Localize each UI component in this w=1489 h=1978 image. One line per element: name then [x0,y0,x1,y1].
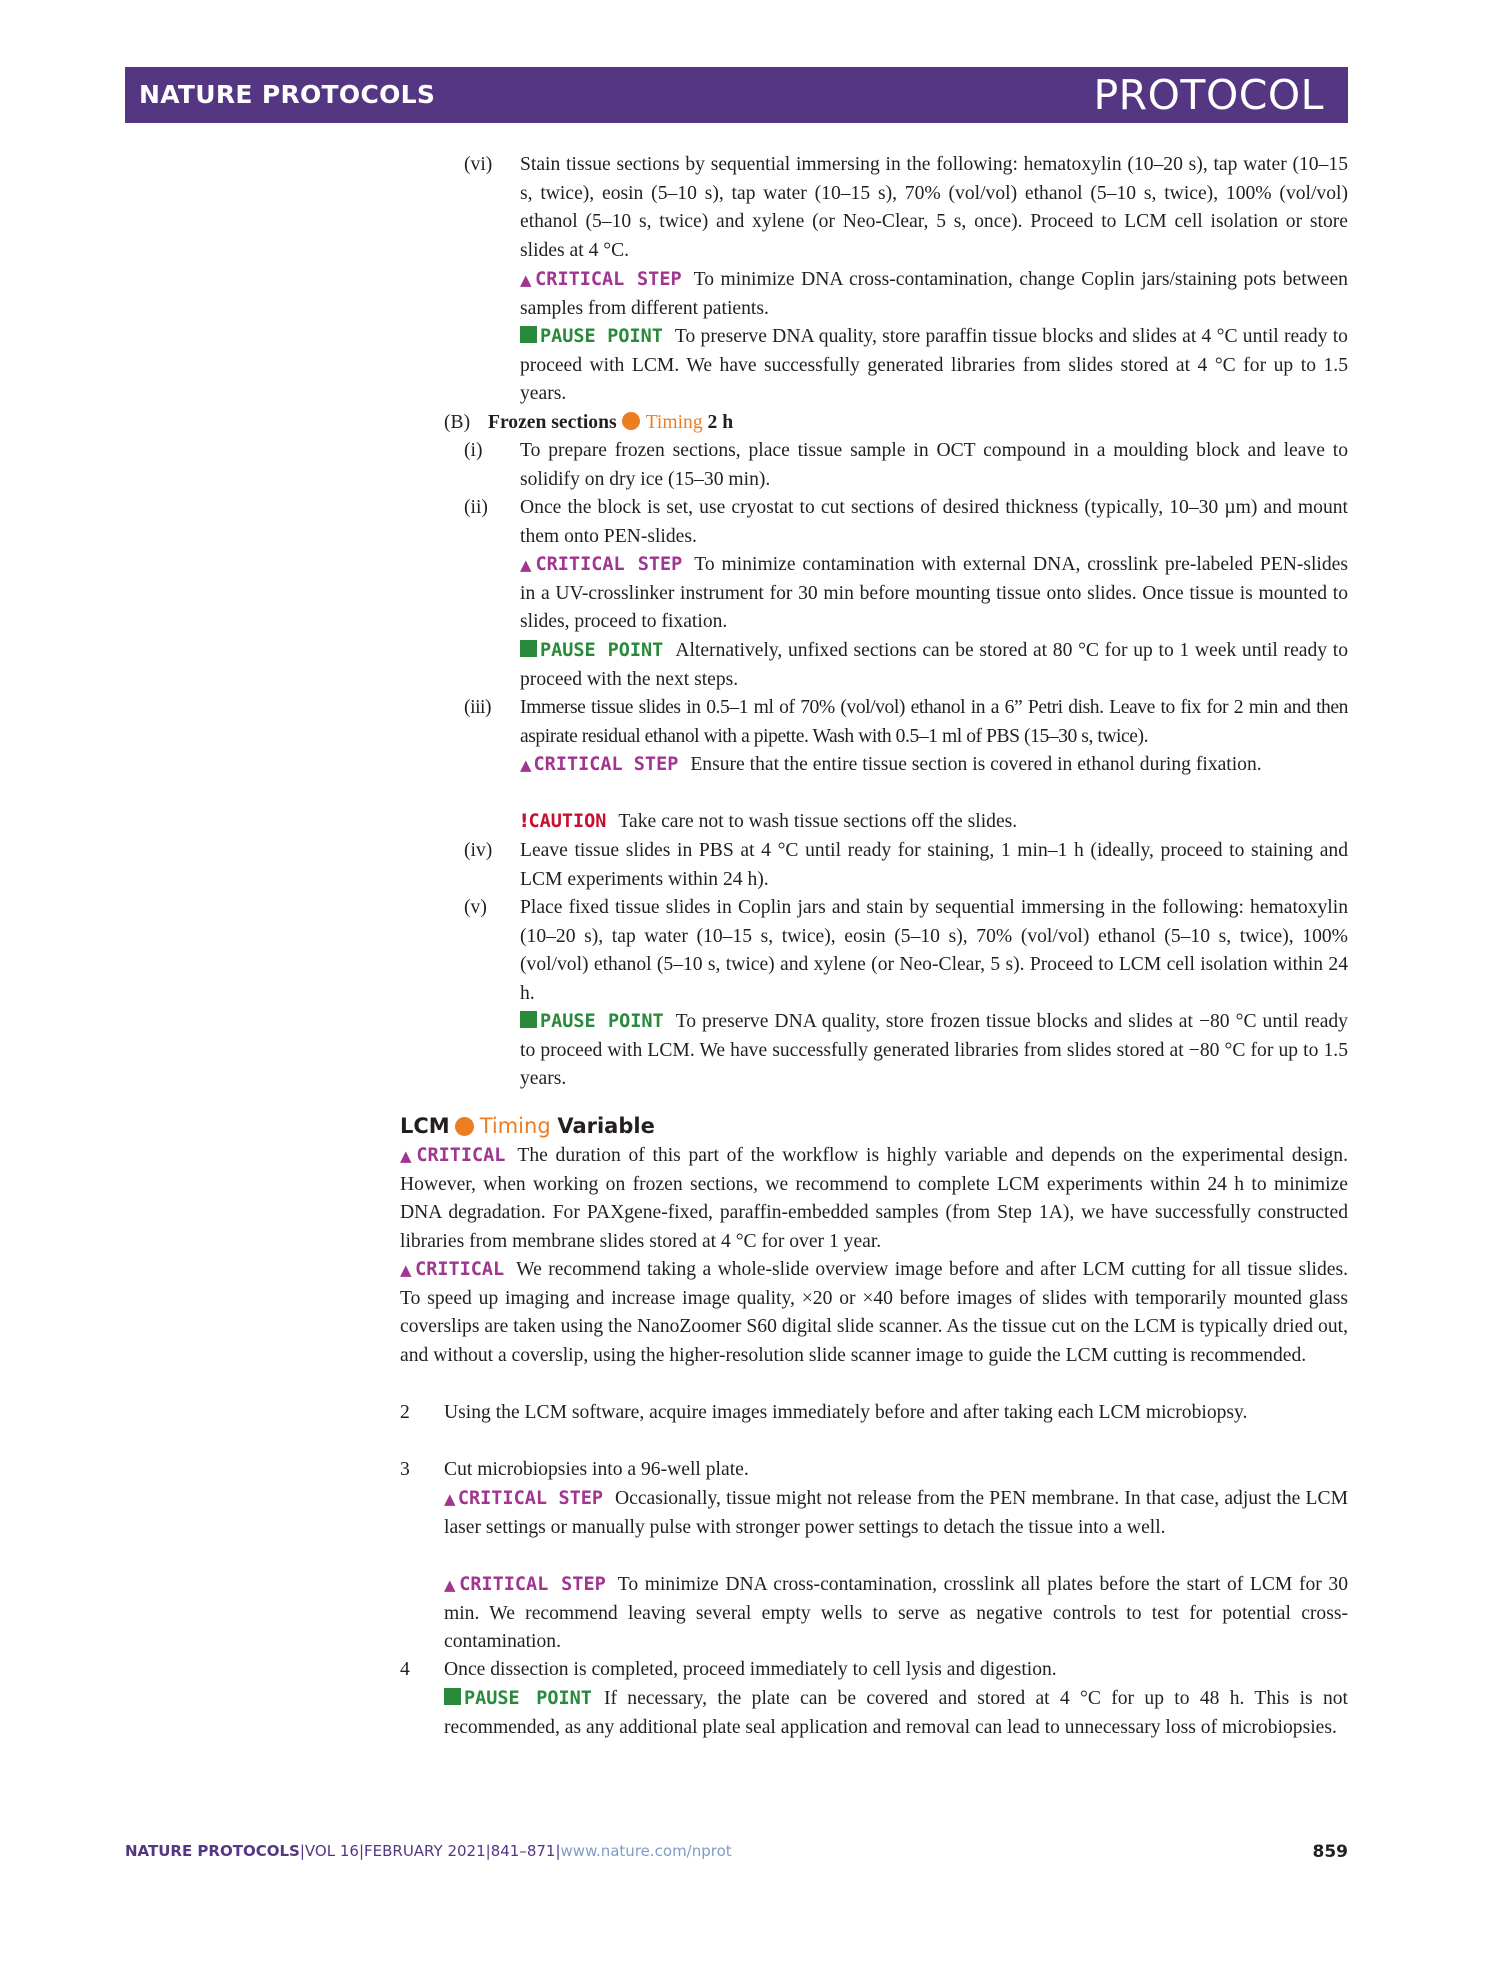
caution-label: !CAUTION [520,811,607,832]
page-footer: NATURE PROTOCOLS|VOL 16|FEBRUARY 2021|841–871|www.nature.com/nprot 859 [125,1842,1348,1862]
footer-url-link[interactable]: www.nature.com/nprot [560,1842,732,1860]
pause-point-note [520,1008,1348,1094]
warning-triangle-icon: ▲ [520,756,532,774]
step-text: Place fixed tissue slides in Coplin jars and stain by sequential immersing in the following: hematoxylin (10–20 s), tap water (10–15 s, twice), eosin (5–10 s), 70% (vol/vol) ethanol (5–10 s, twice), 100% (vol/vol) ethanol (5–10 s, twice) and xylene (or Neo-Clear, 5 s). Proceed to LCM cell isolation within 24 h. [520,897,1348,1004]
pause-square-icon [444,1688,461,1705]
warning-triangle-icon: ▲ [400,1261,414,1279]
step-text: Once the block is set, use cryostat to cut sections of desired thickness (typically, 10–30 µm) and mount them onto PEN-slides. [520,497,1348,547]
step-number: (vi) [464,154,493,175]
page-number: 859 [1312,1842,1348,1862]
step-number: 3 [400,1459,410,1480]
critical-step-note [444,1571,1348,1657]
step-number: (ii) [464,497,488,518]
timing-label: Timing [645,412,703,433]
step-number: (iv) [464,840,493,861]
lcm-critical-note-1 [400,1142,1348,1256]
critical-step-label: ▲ CRITICAL STEP [520,269,682,290]
pause-point-label: PAUSE POINT [520,1011,664,1032]
step-b-ii [464,494,1348,551]
pause-point-note [444,1685,1348,1742]
section-title: Frozen sections [488,412,617,433]
critical-step-text: To minimize DNA cross-contamination, crosslink all plates before the start of LCM for 30 min. We recommend leaving several empty wells to serve as negative controls to test for potential cross-contamination. [444,1574,1348,1653]
footer-pages: 841–871 [490,1842,556,1860]
critical-text: We recommend taking a whole-slide overview image before and after LCM cutting for all tissue slides. To speed up imaging and increase image quality, ×20 or ×40 before images of slides with temporarily mounted glass coverslips are taken using the NanoZoomer S60 digital slide scanner. As the tissue cut on the LCM is typically dried out, and without a coverslip, using the higher-resolution slide scanner image to guide the LCM cutting is recommended. [400,1259,1348,1366]
step-text: Immerse tissue slides in 0.5–1 ml of 70% (vol/vol) ethanol in a 6” Petri dish. Leave to fix for 2 min and then aspirate residual ethanol with a pipette. Wash with 0.5–1 ml of PBS (15–30 s, twice). [520,697,1348,747]
critical-step-label: ▲ CRITICAL STEP [444,1574,606,1595]
pause-point-note [520,323,1348,409]
step-4 [400,1656,1348,1685]
timing-label: Timing [479,1114,551,1138]
pause-square-icon [520,326,537,343]
pause-point-label: PAUSE POINT [520,326,663,347]
journal-name: NATURE PROTOCOLS [139,80,436,109]
timing-value: Variable [557,1114,655,1138]
pause-point-text: To preserve DNA quality, store frozen tissue blocks and slides at −80 °C until ready to proceed with LCM. We have successfully generated libraries from slides stored at −80 °C for up to 1.5 years. [520,1011,1348,1090]
pause-point-text: If necessary, the plate can be covered and stored at 4 °C for up to 48 h. This is not recommended, as any additional plate seal application and removal can lead to unnecessary loss of microbiopsies. [444,1688,1348,1738]
critical-step-label: ▲ CRITICAL STEP [520,554,683,575]
footer-journal: NATURE PROTOCOLS [125,1842,300,1860]
section-letter: (B) [444,412,471,433]
lcm-heading [400,1112,655,1140]
step-2 [400,1399,1348,1428]
critical-text: The duration of this part of the workflow is highly variable and depends on the experimental design. However, when working on frozen sections, we recommend to complete LCM experiments within 24 h to minimize DNA degradation. For PAXgene-fixed, paraffin-embedded samples (from Step 1A), we have successfully constructed libraries from membrane slides stored at 4 °C for over 1 year. [400,1145,1348,1252]
critical-step-note [520,751,1348,780]
warning-triangle-icon: ▲ [520,556,534,574]
critical-label: ▲ CRITICAL [400,1259,505,1280]
pause-point-label: PAUSE POINT [444,1688,592,1709]
pause-point-text: To preserve DNA quality, store paraffin tissue blocks and slides at 4 °C until ready to proceed with LCM. We have successfully generated libraries from slides stored at 4 °C for up to 1.5 years. [520,326,1348,405]
critical-step-note [520,266,1348,323]
pause-square-icon [520,1011,537,1028]
pause-point-note [520,637,1348,694]
critical-step-label: ▲ CRITICAL STEP [520,754,679,775]
critical-step-text: To minimize contamination with external DNA, crosslink pre-labeled PEN-slides in a UV-crosslinker instrument for 30 min before mounting tissue onto slides. Once tissue is mounted to slides, proceed to fixation. [520,554,1348,633]
warning-triangle-icon: ▲ [444,1576,458,1594]
timing-dot-icon [622,412,640,430]
exclamation-icon: ! [520,811,529,832]
step-b-i [464,437,1348,494]
step-a-vi [464,151,1348,265]
step-3 [400,1456,1348,1485]
warning-triangle-icon: ▲ [400,1147,415,1165]
step-number: (iii) [464,697,492,718]
frozen-sections-heading [444,409,734,438]
step-text: Stain tissue sections by sequential immersing in the following: hematoxylin (10–20 s), tap water (10–15 s, twice), eosin (5–10 s), tap water (10–15 s), 70% (vol/vol) ethanol (5–10 s, twice), 100% (vol/vol) ethanol (5–10 s, twice) and xylene (or Neo-Clear, 5 s, once). Proceed to LCM cell isolation or store slides at 4 °C. [520,154,1348,261]
step-text: Leave tissue slides in PBS at 4 °C until ready for staining, 1 min–1 h (ideally, proceed to staining and LCM experiments within 24 h). [520,840,1348,890]
article-type: PROTOCOL [1093,71,1324,119]
step-b-iv [464,837,1348,894]
lcm-title: LCM [400,1114,450,1138]
step-number: 2 [400,1402,410,1423]
step-text: To prepare frozen sections, place tissue sample in OCT compound in a moulding block and leave to solidify on dry ice (15–30 min). [520,440,1348,490]
timing-value: 2 h [707,412,734,433]
step-number: (i) [464,440,483,461]
lcm-critical-note-2 [400,1256,1348,1370]
critical-step-note [444,1485,1348,1542]
pause-square-icon [520,640,537,657]
pause-point-label: PAUSE POINT [520,640,663,661]
step-b-v [464,894,1348,1008]
footer-volume: VOL 16 [304,1842,359,1860]
warning-triangle-icon: ▲ [520,271,534,289]
timing-dot-icon [455,1117,474,1136]
journal-header-bar [125,67,1348,123]
step-number: 4 [400,1659,410,1680]
caution-text: Take care not to wash tissue sections off the slides. [618,811,1018,832]
critical-step-text: Occasionally, tissue might not release from the PEN membrane. In that case, adjust the LCM laser settings or manually pulse with stronger power settings to detach the tissue into a well. [444,1488,1348,1538]
caution-note [520,808,1348,837]
critical-step-text: To minimize DNA cross-contamination, change Coplin jars/staining pots between samples from different patients. [520,269,1348,319]
critical-label: ▲ CRITICAL [400,1145,506,1166]
step-text: Cut microbiopsies into a 96-well plate. [444,1459,749,1480]
footer-date: FEBRUARY 2021 [364,1842,486,1860]
step-b-iii [464,694,1348,751]
critical-step-label: ▲ CRITICAL STEP [444,1488,603,1509]
critical-step-note [520,551,1348,637]
warning-triangle-icon: ▲ [444,1490,456,1508]
pause-point-text: Alternatively, unfixed sections can be stored at 80 °C for up to 1 week until ready to proceed with the next steps. [520,640,1348,690]
critical-step-text: Ensure that the entire tissue section is covered in ethanol during fixation. [690,754,1262,775]
step-text: Using the LCM software, acquire images immediately before and after taking each LCM microbiopsy. [444,1402,1248,1423]
step-text: Once dissection is completed, proceed immediately to cell lysis and digestion. [444,1659,1057,1680]
step-number: (v) [464,897,487,918]
